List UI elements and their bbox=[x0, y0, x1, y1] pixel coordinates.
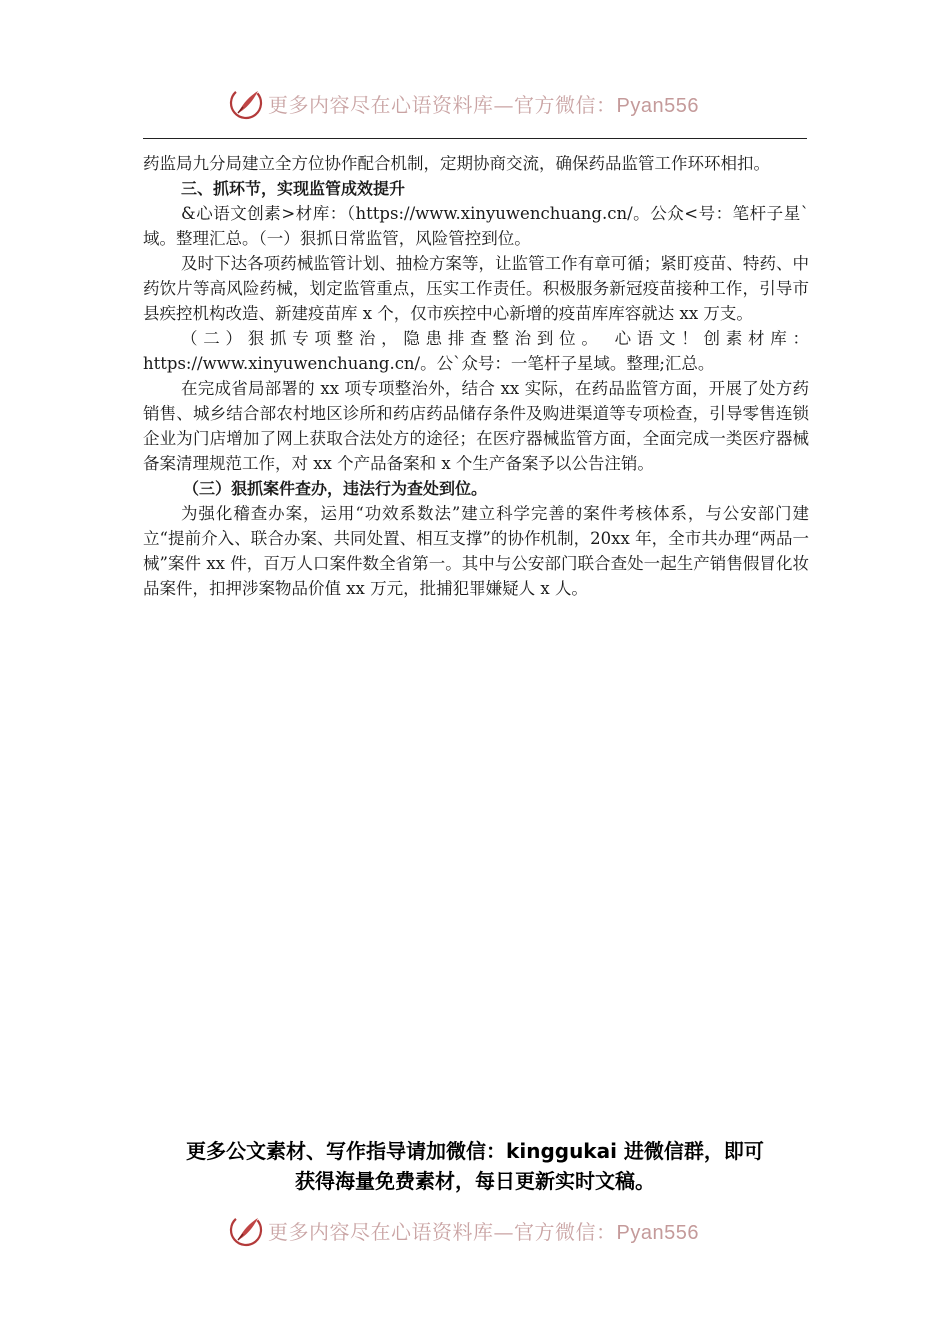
section-heading: 三、抓环节，实现监管成效提升 bbox=[181, 179, 406, 198]
paragraph: 药监局九分局建立全方位协作配合机制，定期协商交流，确保药品监管工作环环相扣。 bbox=[143, 154, 770, 173]
header-brand bbox=[228, 83, 728, 123]
header-divider bbox=[143, 138, 807, 139]
promo-line: 获得海量免费素材，每日更新实时文稿。 bbox=[295, 1169, 655, 1193]
paragraph: （二）狠抓专项整治，隐患排查整治到位。 心语文！创素材库：https://www.xinyuwenchuang.cn/。公`众号：一笔杆子星域。整理;汇总。 bbox=[143, 329, 809, 373]
footer-brand-label: 更多内容尽在心语资料库—官方微信： bbox=[268, 1219, 617, 1244]
promo-line: 更多公文素材、写作指导请加微信：kinggukai 进微信群，即可 bbox=[186, 1139, 764, 1163]
header-brand-label: 更多内容尽在心语资料库—官方微信： bbox=[268, 92, 617, 117]
paragraph: &心语文创素>材库：（https://www.xinyuwenchuang.cn/。公众<号：笔杆子星`域。整理汇总。（一）狠抓日常监管，风险管控到位。 bbox=[143, 204, 809, 248]
footer-brand-wechat-id: Pyan556 bbox=[616, 1221, 699, 1244]
document-body bbox=[143, 151, 809, 601]
footer-brand-text bbox=[268, 1216, 699, 1245]
quill-pen-logo-icon bbox=[228, 1212, 264, 1248]
header-brand-wechat-id: Pyan556 bbox=[616, 94, 699, 117]
header-brand-text bbox=[268, 89, 699, 118]
paragraph: 在完成省局部署的 xx 项专项整治外，结合 xx 实际，在药品监管方面，开展了处方药销售、城乡结合部农村地区诊所和药店药品储存条件及购进渠道等专项检查，引导零售连锁企业为门店增加了网上获取合法处方的途径；在医疗器械监管方面，全面完成一类医疗器械备案清理规范工作，对 xx 个产品备案和 x 个生产备案予以公告注销。 bbox=[143, 379, 809, 473]
paragraph: 及时下达各项药械监管计划、抽检方案等，让监管工作有章可循；紧盯疫苗、特药、中药饮片等高风险药械，划定监管重点，压实工作责任。积极服务新冠疫苗接种工作，引导市县疾控机构改造、新建疫苗库 x 个，仅市疾控中心新增的疫苗库库容就达 xx 万支。 bbox=[143, 254, 809, 323]
quill-pen-logo-icon bbox=[228, 85, 264, 121]
footer-brand bbox=[228, 1210, 728, 1250]
promo-notice bbox=[130, 1136, 820, 1196]
subsection-heading: （三）狠抓案件查办，违法行为查处到位。 bbox=[183, 479, 488, 498]
paragraph: 为强化稽查办案，运用“功效系数法”建立科学完善的案件考核体系，与公安部门建立“提前介入、联合办案、共同处置、相互支撑”的协作机制，20xx 年，全市共办理“两品一械”案件 xx 件，百万人口案件数全省第一。其中与公安部门联合查处一起生产销售假冒化妆品案件，扣押涉案物品价值 xx 万元，批捕犯罪嫌疑人 x 人。 bbox=[143, 504, 809, 598]
